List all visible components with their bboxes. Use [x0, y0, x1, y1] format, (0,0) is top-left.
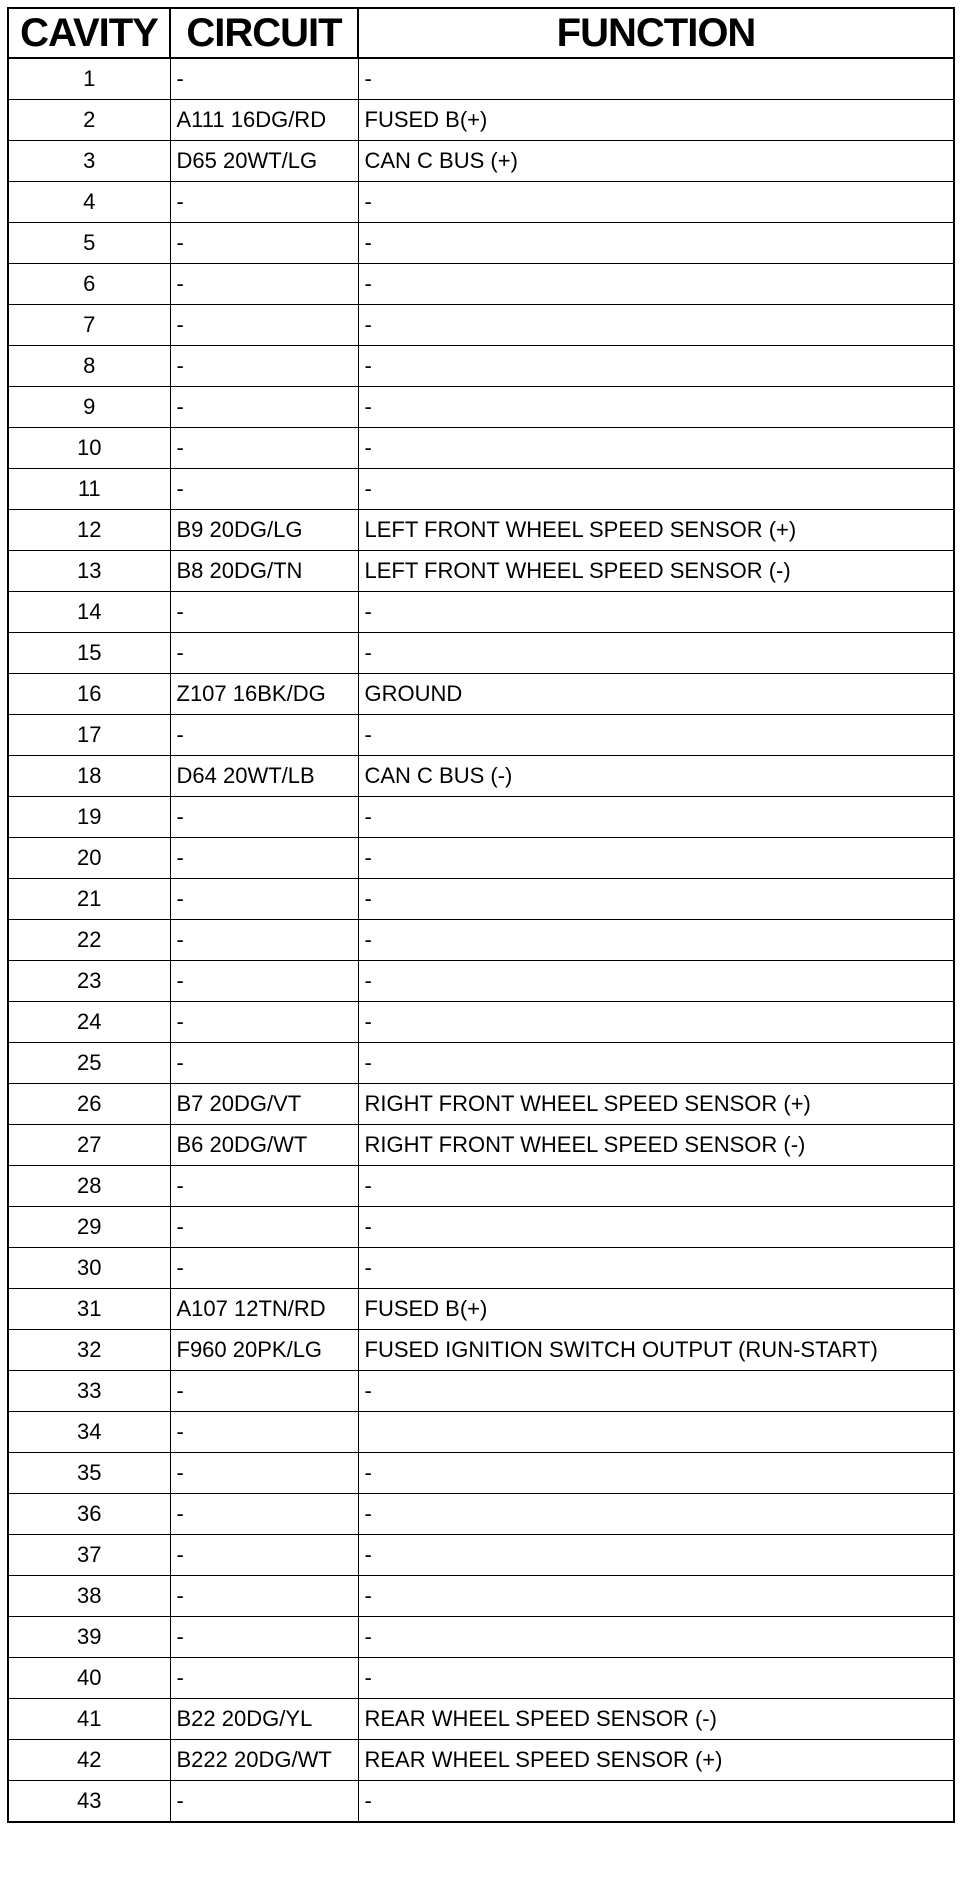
function-cell: -	[358, 1002, 954, 1043]
function-cell: -	[358, 58, 954, 100]
table-row	[8, 1781, 954, 1823]
circuit-cell: -	[170, 1617, 358, 1658]
cavity-cell: 30	[8, 1248, 170, 1289]
circuit-cell: -	[170, 1248, 358, 1289]
cavity-cell: 36	[8, 1494, 170, 1535]
table-row	[8, 1699, 954, 1740]
function-cell: REAR WHEEL SPEED SENSOR (-)	[358, 1699, 954, 1740]
function-cell: RIGHT FRONT WHEEL SPEED SENSOR (+)	[358, 1084, 954, 1125]
table-row	[8, 1289, 954, 1330]
cavity-cell: 8	[8, 346, 170, 387]
circuit-cell: -	[170, 1207, 358, 1248]
circuit-cell: -	[170, 1494, 358, 1535]
table-row	[8, 1371, 954, 1412]
circuit-cell: -	[170, 387, 358, 428]
cavity-cell: 13	[8, 551, 170, 592]
function-cell: FUSED IGNITION SWITCH OUTPUT (RUN-START)	[358, 1330, 954, 1371]
function-cell: RIGHT FRONT WHEEL SPEED SENSOR (-)	[358, 1125, 954, 1166]
circuit-cell: A107 12TN/RD	[170, 1289, 358, 1330]
circuit-cell: -	[170, 1412, 358, 1453]
table-row	[8, 838, 954, 879]
cavity-cell: 26	[8, 1084, 170, 1125]
table-row	[8, 264, 954, 305]
circuit-cell: -	[170, 1781, 358, 1823]
circuit-cell: B8 20DG/TN	[170, 551, 358, 592]
function-cell: CAN C BUS (+)	[358, 141, 954, 182]
cavity-cell: 39	[8, 1617, 170, 1658]
circuit-cell: B22 20DG/YL	[170, 1699, 358, 1740]
table-row	[8, 510, 954, 551]
circuit-cell: B9 20DG/LG	[170, 510, 358, 551]
table-row	[8, 1576, 954, 1617]
function-cell: -	[358, 633, 954, 674]
cavity-cell: 9	[8, 387, 170, 428]
table-row	[8, 387, 954, 428]
table-row	[8, 1166, 954, 1207]
function-cell: -	[358, 592, 954, 633]
circuit-cell: B222 20DG/WT	[170, 1740, 358, 1781]
function-cell: -	[358, 182, 954, 223]
table-row	[8, 633, 954, 674]
cavity-cell: 16	[8, 674, 170, 715]
function-cell: REAR WHEEL SPEED SENSOR (+)	[358, 1740, 954, 1781]
circuit-cell: -	[170, 592, 358, 633]
function-cell: -	[358, 1658, 954, 1699]
circuit-cell: B6 20DG/WT	[170, 1125, 358, 1166]
circuit-cell: B7 20DG/VT	[170, 1084, 358, 1125]
circuit-cell: -	[170, 305, 358, 346]
circuit-cell: D64 20WT/LB	[170, 756, 358, 797]
cavity-cell: 33	[8, 1371, 170, 1412]
function-cell: GROUND	[358, 674, 954, 715]
table-row	[8, 1125, 954, 1166]
cavity-cell: 41	[8, 1699, 170, 1740]
cavity-cell: 24	[8, 1002, 170, 1043]
circuit-cell: -	[170, 1658, 358, 1699]
cavity-cell: 20	[8, 838, 170, 879]
function-cell: -	[358, 1453, 954, 1494]
circuit-cell: A111 16DG/RD	[170, 100, 358, 141]
circuit-cell: -	[170, 1002, 358, 1043]
circuit-cell: -	[170, 838, 358, 879]
table-row	[8, 469, 954, 510]
circuit-cell: -	[170, 715, 358, 756]
function-cell: -	[358, 1166, 954, 1207]
function-cell: -	[358, 305, 954, 346]
function-cell: -	[358, 1248, 954, 1289]
function-cell: -	[358, 428, 954, 469]
function-cell: CAN C BUS (-)	[358, 756, 954, 797]
table-row	[8, 182, 954, 223]
table-row	[8, 920, 954, 961]
function-cell: -	[358, 387, 954, 428]
circuit-cell: -	[170, 961, 358, 1002]
circuit-cell: D65 20WT/LG	[170, 141, 358, 182]
cavity-cell: 12	[8, 510, 170, 551]
function-cell: LEFT FRONT WHEEL SPEED SENSOR (-)	[358, 551, 954, 592]
cavity-cell: 25	[8, 1043, 170, 1084]
table-row	[8, 1494, 954, 1535]
cavity-cell: 21	[8, 879, 170, 920]
cavity-cell: 17	[8, 715, 170, 756]
circuit-cell: -	[170, 633, 358, 674]
cavity-cell: 23	[8, 961, 170, 1002]
circuit-cell: -	[170, 1371, 358, 1412]
circuit-cell: -	[170, 1043, 358, 1084]
function-cell: -	[358, 346, 954, 387]
function-cell: -	[358, 715, 954, 756]
cavity-cell: 29	[8, 1207, 170, 1248]
circuit-cell: -	[170, 469, 358, 510]
function-cell: FUSED B(+)	[358, 100, 954, 141]
function-cell: -	[358, 961, 954, 1002]
cavity-cell: 37	[8, 1535, 170, 1576]
table-row	[8, 223, 954, 264]
function-cell: -	[358, 797, 954, 838]
circuit-cell: -	[170, 1453, 358, 1494]
cavity-cell: 43	[8, 1781, 170, 1823]
cavity-cell: 31	[8, 1289, 170, 1330]
function-cell: -	[358, 1043, 954, 1084]
table-row	[8, 756, 954, 797]
table-row	[8, 1658, 954, 1699]
circuit-column-header: CIRCUIT	[170, 8, 358, 58]
function-cell	[358, 1412, 954, 1453]
function-cell: -	[358, 1494, 954, 1535]
cavity-cell: 22	[8, 920, 170, 961]
table-row	[8, 1002, 954, 1043]
cavity-cell: 2	[8, 100, 170, 141]
cavity-cell: 38	[8, 1576, 170, 1617]
function-cell: -	[358, 223, 954, 264]
table-row	[8, 592, 954, 633]
cavity-cell: 15	[8, 633, 170, 674]
table-row	[8, 141, 954, 182]
function-cell: -	[358, 469, 954, 510]
table-row	[8, 346, 954, 387]
circuit-cell: -	[170, 920, 358, 961]
circuit-cell: -	[170, 58, 358, 100]
cavity-cell: 3	[8, 141, 170, 182]
circuit-cell: -	[170, 264, 358, 305]
connector-pinout-table	[7, 7, 955, 1823]
circuit-cell: -	[170, 346, 358, 387]
function-column-header: FUNCTION	[358, 8, 954, 58]
cavity-cell: 10	[8, 428, 170, 469]
function-cell: -	[358, 1207, 954, 1248]
circuit-cell: -	[170, 428, 358, 469]
table-row	[8, 1043, 954, 1084]
circuit-cell: -	[170, 879, 358, 920]
function-cell: -	[358, 1576, 954, 1617]
circuit-cell: -	[170, 223, 358, 264]
cavity-cell: 32	[8, 1330, 170, 1371]
cavity-column-header: CAVITY	[8, 8, 170, 58]
table-row	[8, 961, 954, 1002]
cavity-cell: 35	[8, 1453, 170, 1494]
cavity-cell: 1	[8, 58, 170, 100]
table-body	[8, 58, 954, 1822]
table-row	[8, 58, 954, 100]
table-row	[8, 305, 954, 346]
table-row	[8, 100, 954, 141]
table-row	[8, 715, 954, 756]
cavity-cell: 40	[8, 1658, 170, 1699]
table-row	[8, 1084, 954, 1125]
function-cell: -	[358, 264, 954, 305]
circuit-cell: F960 20PK/LG	[170, 1330, 358, 1371]
table-header	[8, 8, 954, 58]
cavity-cell: 11	[8, 469, 170, 510]
table-row	[8, 1535, 954, 1576]
circuit-cell: -	[170, 797, 358, 838]
circuit-cell: -	[170, 1166, 358, 1207]
table-row	[8, 551, 954, 592]
cavity-cell: 14	[8, 592, 170, 633]
function-cell: -	[358, 838, 954, 879]
cavity-cell: 6	[8, 264, 170, 305]
table-row	[8, 1207, 954, 1248]
table-row	[8, 428, 954, 469]
cavity-cell: 34	[8, 1412, 170, 1453]
table-row	[8, 879, 954, 920]
table-row	[8, 1740, 954, 1781]
function-cell: -	[358, 1535, 954, 1576]
cavity-cell: 4	[8, 182, 170, 223]
cavity-cell: 19	[8, 797, 170, 838]
table-row	[8, 797, 954, 838]
function-cell: -	[358, 879, 954, 920]
circuit-cell: -	[170, 1576, 358, 1617]
cavity-cell: 27	[8, 1125, 170, 1166]
circuit-cell: -	[170, 182, 358, 223]
table-row	[8, 1248, 954, 1289]
function-cell: -	[358, 920, 954, 961]
header-row	[8, 8, 954, 58]
cavity-cell: 28	[8, 1166, 170, 1207]
function-cell: -	[358, 1617, 954, 1658]
table-row	[8, 1617, 954, 1658]
cavity-cell: 5	[8, 223, 170, 264]
function-cell: LEFT FRONT WHEEL SPEED SENSOR (+)	[358, 510, 954, 551]
function-cell: FUSED B(+)	[358, 1289, 954, 1330]
table-row	[8, 1412, 954, 1453]
table-row	[8, 1330, 954, 1371]
table-row	[8, 674, 954, 715]
circuit-cell: -	[170, 1535, 358, 1576]
function-cell: -	[358, 1781, 954, 1823]
circuit-cell: Z107 16BK/DG	[170, 674, 358, 715]
table-row	[8, 1453, 954, 1494]
cavity-cell: 7	[8, 305, 170, 346]
function-cell: -	[358, 1371, 954, 1412]
cavity-cell: 18	[8, 756, 170, 797]
cavity-cell: 42	[8, 1740, 170, 1781]
